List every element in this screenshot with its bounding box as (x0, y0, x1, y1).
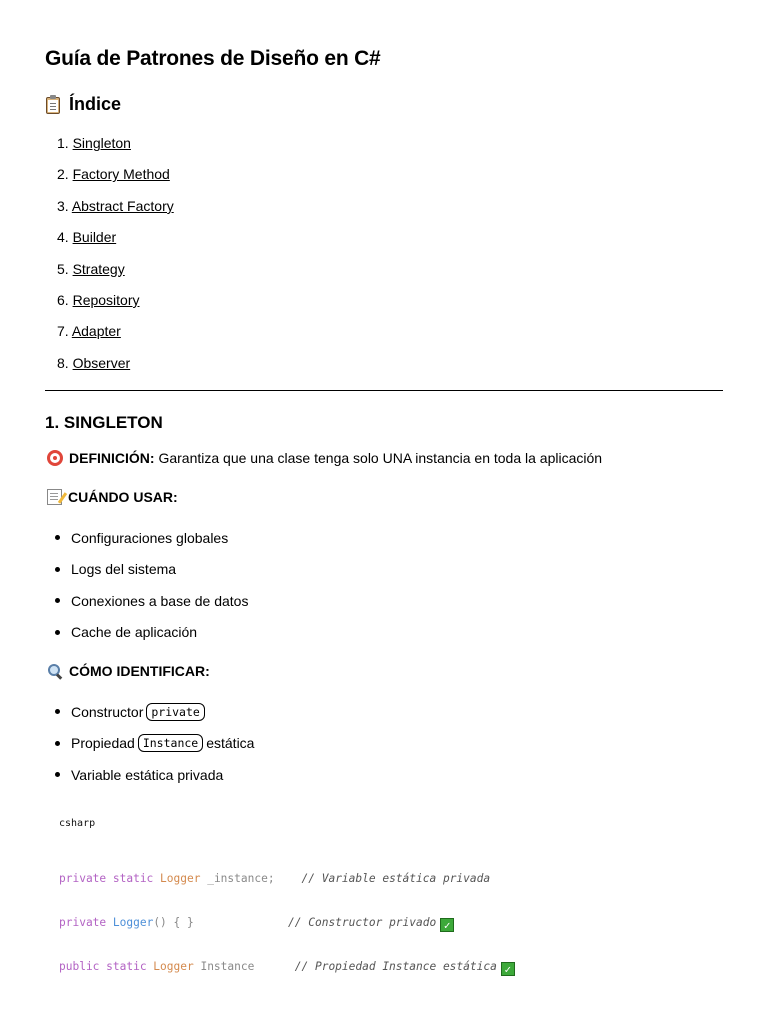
toc-number: 1. (57, 135, 69, 151)
toc-item (57, 227, 174, 258)
definition-text: Garantiza que una clase tenga solo UNA instancia en toda la aplicación (154, 450, 603, 466)
list-item: Propiedad Instance estática (55, 728, 254, 760)
memo-icon (47, 489, 62, 505)
toc-link-singleton[interactable]: Singleton (72, 135, 131, 151)
code-language-label: csharp (59, 818, 96, 829)
list-item: Conexiones a base de datos (55, 585, 248, 617)
index-heading-label: Índice (69, 94, 122, 114)
definition-line (47, 450, 602, 466)
list-item: Constructor private (55, 696, 254, 728)
toc-item (57, 353, 174, 384)
toc-link-factory-method[interactable]: Factory Method (72, 166, 170, 183)
list-item: Logs del sistema (55, 554, 248, 586)
toc-number: 6. (57, 291, 69, 308)
when-to-use-label: CUÁNDO USAR: (68, 489, 178, 505)
magnifier-icon (47, 663, 63, 679)
toc-link-repository[interactable]: Repository (72, 291, 140, 308)
list-item: Variable estática privada (55, 759, 254, 791)
toc-number: 2. (57, 166, 69, 183)
code-line: private Logger() { } // Constructor privado ✓ (59, 912, 515, 934)
check-mark-icon: ✓ (440, 918, 454, 932)
when-to-use-list (55, 522, 248, 648)
clipboard-icon (45, 95, 61, 114)
toc-item (57, 164, 174, 195)
toc-link-builder[interactable]: Builder (72, 229, 117, 246)
toc-item (57, 321, 174, 352)
definition-label: DEFINICIÓN: (69, 450, 155, 466)
section-heading: 1. SINGLETON (45, 413, 163, 432)
toc-number: 5. (57, 260, 69, 277)
target-icon (47, 450, 63, 466)
code-line: public static Logger Instance // Propiedad Instance estática ✓ (59, 956, 515, 978)
inline-code: private (146, 703, 204, 721)
toc-number: 8. (57, 354, 69, 371)
code-block (59, 846, 515, 1022)
toc-link-adapter[interactable]: Adapter (71, 323, 121, 340)
toc-number: 4. (57, 229, 69, 246)
code-line: private static Logger _instance; // Variable estática privada (59, 872, 491, 885)
toc-item (57, 259, 174, 290)
list-item: Cache de aplicación (55, 617, 248, 649)
table-of-contents (57, 133, 174, 384)
toc-link-strategy[interactable]: Strategy (72, 260, 125, 277)
check-mark-icon: ✓ (501, 962, 515, 976)
toc-link-observer[interactable]: Observer (72, 354, 131, 371)
how-to-identify-heading (47, 663, 210, 679)
toc-item (57, 133, 174, 164)
toc-item (57, 196, 174, 227)
horizontal-divider (45, 390, 723, 391)
toc-number: 7. (57, 323, 69, 340)
how-to-identify-label: CÓMO IDENTIFICAR: (69, 663, 210, 679)
toc-number: 3. (57, 197, 69, 214)
when-to-use-heading (47, 489, 178, 505)
inline-code: Instance (138, 734, 203, 752)
index-heading (45, 94, 121, 115)
how-to-identify-list (55, 696, 254, 791)
toc-link-abstract-factory[interactable]: Abstract Factory (71, 197, 174, 214)
list-item: Configuraciones globales (55, 522, 248, 554)
toc-item (57, 290, 174, 321)
page-title: Guía de Patrones de Diseño en C# (45, 47, 381, 70)
